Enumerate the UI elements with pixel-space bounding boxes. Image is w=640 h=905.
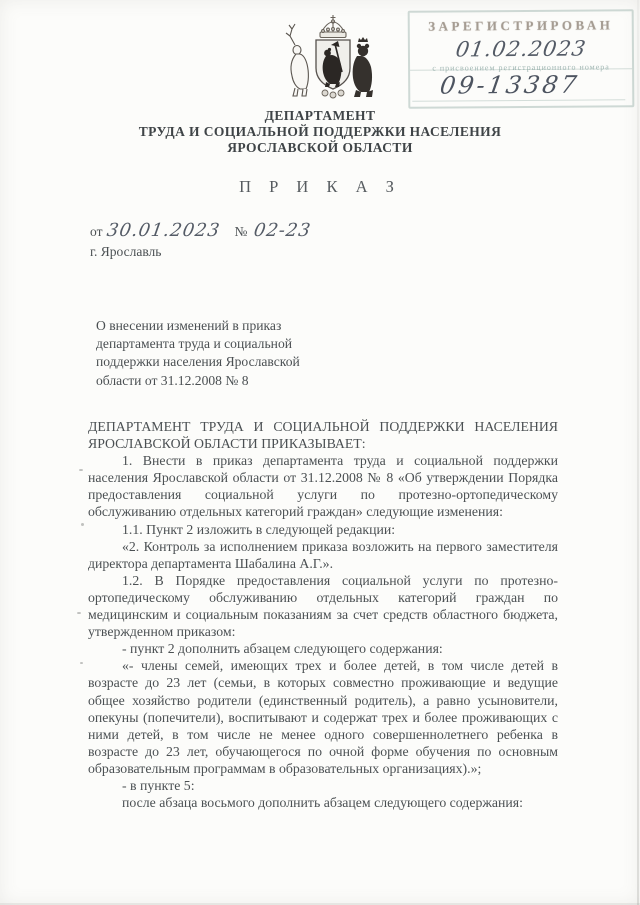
stamp-number-line [412,99,625,101]
body-paragraph: после абзаца восьмого дополнить абзацем следующего содержания: [122,795,523,811]
scan-speck [81,523,84,526]
subject-line: поддержки населения Ярославской [96,354,300,370]
stamp-note-text: с присвоением регистрационного номера [432,62,610,73]
registration-stamp [408,9,635,109]
org-name-line2: ТРУДА И СОЦИАЛЬНОЙ ПОДДЕРЖКИ НАСЕЛЕНИЯ [138,124,502,139]
body-paragraph: 1.1. Пункт 2 изложить в следующей редакции: [122,521,396,537]
subject-line: О внесении изменений в приказ [96,318,282,333]
scan-speck [79,469,83,471]
org-header [0,108,640,156]
body-text [88,418,558,811]
city-label: г. Ярославль [90,244,162,259]
decree-statement: ДЕПАРТАМЕНТ ТРУДА И СОЦИАЛЬНОЙ ПОДДЕРЖКИ НАСЕЛЕНИЯ ЯРОСЛАВСКОЙ ОБЛАСТИ ПРИКАЗЫВАЕТ: [88,419,558,452]
subject-block [96,317,300,390]
scan-speck [77,612,81,614]
body-paragraph: 1.2. В Порядке предоставления социальной услуги по протезно-ортопедическому обслуживанию отдельных категорий граждан по медицинским и социальным показаниям за счет средств областного бюджета, утвержденном приказом: [88,572,558,640]
number-handwritten: 02-23 [252,220,313,241]
stamp-number-handwritten: 09-13387 [438,70,582,100]
body-paragraph: - пункт 2 дополнить абзацем следующего содержания: [122,641,443,657]
date-handwritten: 30.01.2023 [105,220,223,241]
org-name-line3: ЯРОСЛАВСКОЙ ОБЛАСТИ [227,140,413,155]
subject-line: департамента труда и социальной [96,336,293,352]
org-name-line1: ДЕПАРТАМЕНТ [264,108,376,123]
stamp-registered-label: ЗАРЕГИСТРИРОВАН [428,17,614,34]
body-paragraph: «2. Контроль за исполнением приказа возложить на первого заместителя директора департамента Шабалина А.Г.». [88,538,558,571]
number-sign-label: № [234,224,248,239]
body-paragraph: 1. Внести в приказ департамента труда и социальной поддержки населения Ярославской области от 31.12.2008 № 8 «Об утверждении Порядка предоставления социальной услуги по протезно-ортопедическому обслуживанию отдельных категорий граждан» следующие изменения: [88,453,558,520]
body-paragraph: - в пункте 5: [122,777,195,793]
date-prefix-label: от [90,224,103,239]
scan-edge [637,0,639,905]
document-type-title: П Р И К А З [239,177,401,196]
stamp-date-handwritten: 01.02.2023 [454,36,588,62]
scan-speck [80,662,83,664]
document-meta [90,220,311,260]
body-paragraph: «- члены семей, имеющих трех и более детей, в том числе детей в возрасте до 23 лет (семьи, в которых совместно проживающие и ведущие общее хозяйство родители (единственный родитель), а равно усыновители, опекуны (попечители), воспитывают и содержат трех и более проживающих с ними детей, в том числе не менее одного совершеннолетнего ребенка в возрасте до 23 лет, обучающегося по очной форме обучения по основным образовательным программам в образовательных организациях).»; [88,658,558,776]
subject-line: области от 31.12.2008 № 8 [96,372,249,388]
yaroslavl-coat-of-arms-icon [283,12,383,104]
